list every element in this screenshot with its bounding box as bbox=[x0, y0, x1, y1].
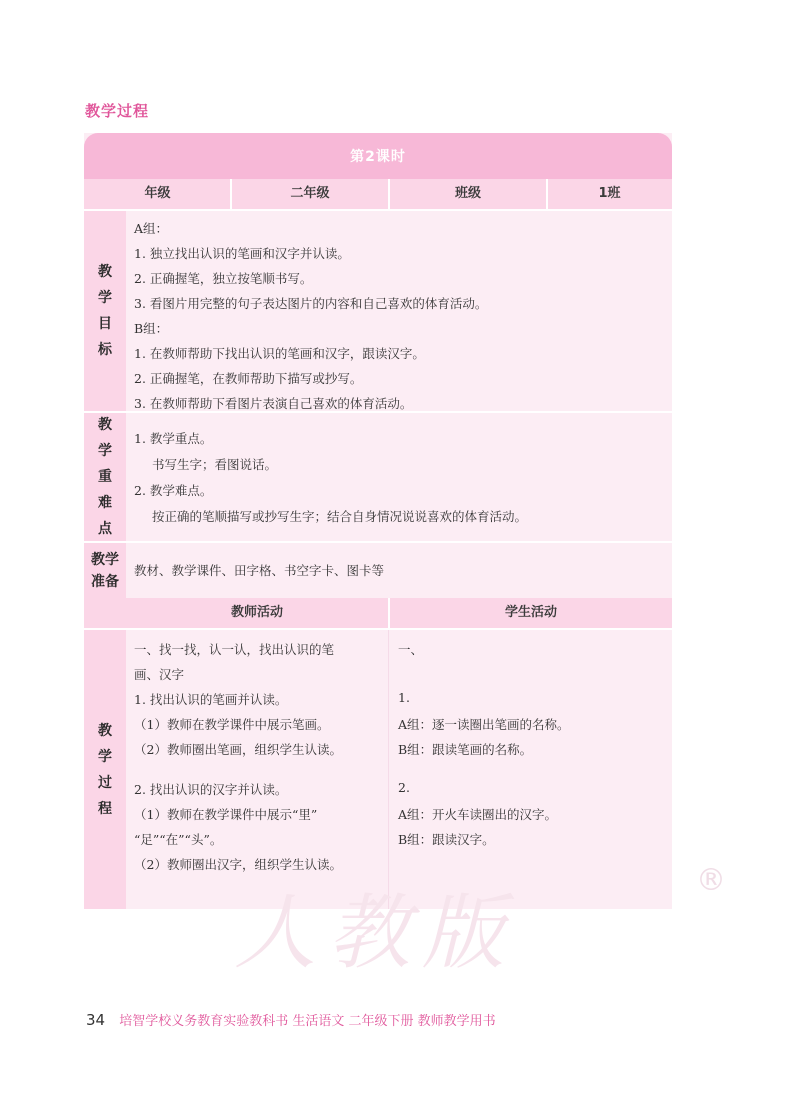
teacher-line: 2. 找出认识的汉字并认读。 bbox=[134, 782, 288, 797]
class-value: 1班 bbox=[598, 186, 621, 201]
goal-line: 1. 在教师帮助下找出认识的笔画和汉字，跟读汉字。 bbox=[134, 346, 425, 361]
process-label: 教 学 过 程 bbox=[84, 630, 126, 909]
lesson-table bbox=[84, 133, 726, 981]
student-line: 1. bbox=[398, 690, 410, 705]
class-label: 班级 bbox=[454, 186, 481, 201]
focus-content bbox=[134, 413, 664, 541]
page-number: 34 bbox=[86, 1011, 106, 1029]
goal-line: 1. 独立找出认识的笔画和汉字并认读。 bbox=[134, 246, 350, 261]
teacher-line: （2）教师圈出笔画，组织学生认读。 bbox=[134, 742, 342, 757]
student-line: B组：跟读汉字。 bbox=[398, 832, 495, 847]
focus-line: 1. 教学重点。 bbox=[134, 431, 213, 446]
student-line: 一、 bbox=[398, 642, 424, 657]
footer-book-title: 培智学校义务教育实验教科书 生活语文 二年级下册 教师教学用书 bbox=[119, 1014, 496, 1029]
focus-line: 按正确的笔顺描写或抄写生字；结合自身情况说说喜欢的体育活动。 bbox=[152, 509, 528, 524]
registered-mark-icon: ® bbox=[696, 863, 726, 898]
teacher-line: 一、找一找，认一认，找出认识的笔 bbox=[134, 642, 335, 657]
teacher-line: （2）教师圈出汉字，组织学生认读。 bbox=[134, 857, 342, 872]
page-footer bbox=[86, 1010, 496, 1029]
lesson-title: 第2课时 bbox=[350, 149, 406, 165]
student-activity-header: 学生活动 bbox=[504, 605, 557, 620]
teacher-activity-content bbox=[134, 630, 384, 909]
prep-label: 教学 准备 bbox=[84, 543, 126, 598]
goals-content bbox=[134, 211, 664, 411]
student-line: 2. bbox=[398, 780, 410, 795]
info-row bbox=[84, 179, 672, 209]
grade-label: 年级 bbox=[144, 186, 171, 201]
teacher-line: （1）教师在教学课件中展示笔画。 bbox=[134, 717, 330, 732]
focus-line: 书写生字；看图说话。 bbox=[152, 457, 278, 472]
focus-line: 2. 教学难点。 bbox=[134, 483, 213, 498]
goal-line: 2. 正确握笔，独立按笔顺书写。 bbox=[134, 271, 313, 286]
section-title: 教学过程 bbox=[85, 102, 150, 120]
teacher-line: （1）教师在教学课件中展示“里” bbox=[134, 807, 318, 822]
prep-content bbox=[134, 543, 664, 598]
goal-line: A组： bbox=[134, 221, 169, 236]
publisher-watermark: 人教版 bbox=[234, 886, 516, 981]
activity-header-row bbox=[84, 598, 672, 628]
teacher-activity-header: 教师活动 bbox=[230, 605, 283, 620]
prep-text: 教材、教学课件、田字格、书空字卡、图卡等 bbox=[134, 563, 385, 578]
grade-value: 二年级 bbox=[290, 186, 330, 201]
student-line: A组：逐一读圈出笔画的名称。 bbox=[398, 717, 570, 732]
table-header bbox=[84, 133, 672, 179]
goal-line: 3. 在教师帮助下看图片表演自己喜欢的体育活动。 bbox=[134, 396, 413, 411]
teacher-line: 画、汉字 bbox=[134, 667, 185, 682]
goal-line: 3. 看图片用完整的句子表达图片的内容和自己喜欢的体育活动。 bbox=[134, 296, 488, 311]
student-activity-content bbox=[398, 630, 658, 909]
goals-label: 教 学 目 标 bbox=[84, 211, 126, 411]
goal-line: 2. 正确握笔，在教师帮助下描写或抄写。 bbox=[134, 371, 363, 386]
student-line: B组：跟读笔画的名称。 bbox=[398, 742, 533, 757]
student-line: A组：开火车读圈出的汉字。 bbox=[398, 807, 558, 822]
teacher-line: 1. 找出认识的笔画并认读。 bbox=[134, 692, 288, 707]
goal-line: B组： bbox=[134, 321, 169, 336]
teacher-line: “足”“在”“头”。 bbox=[134, 832, 223, 847]
focus-label: 教 学 重 难 点 bbox=[84, 413, 126, 541]
